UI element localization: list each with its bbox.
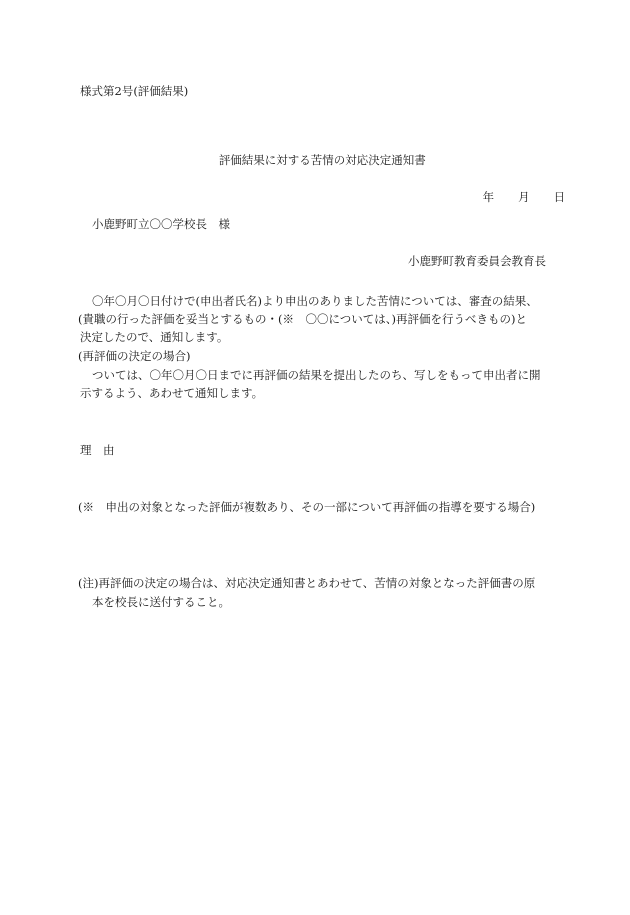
document-title — [0, 143, 630, 178]
body-line-4: ついては、〇年〇月〇日までに再評価の結果を提出したのち、写しをもって申出者に開 — [92, 368, 541, 382]
sender: 小鹿野町教育委員会教育長 — [408, 254, 546, 268]
date-line — [468, 180, 565, 215]
addressee: 小鹿野町立〇〇学校長 様 — [92, 217, 230, 231]
date-month: 月 — [518, 189, 530, 204]
document-title-text: 評価結果に対する苦情の対応決定通知書 — [218, 152, 426, 167]
body-line-1: 〇年〇月〇日付けで(申出者氏名)より申出のありました苦情については、審査の結果、 — [92, 294, 538, 308]
form-number: 様式第2号(評価結果) — [80, 84, 189, 98]
partial-reevaluation-note: (※ 申出の対象となった評価が複数あり、その一部について再評価の指導を要する場合) — [78, 500, 536, 514]
reevaluation-heading: (再評価の決定の場合) — [78, 349, 191, 363]
date-year: 年 — [482, 189, 495, 204]
body-line-3: 決定したので、通知します。 — [80, 330, 229, 344]
footnote-line-1: (注)再評価の決定の場合は、対応決定通知書とあわせて、苦情の対象となった評価書の原 — [78, 576, 536, 590]
date-day: 日 — [553, 189, 566, 204]
reason-label: 理 由 — [80, 443, 115, 457]
footnote-line-2: 本を校長に送付すること。 — [92, 595, 230, 609]
body-line-2: (貴職の行った評価を妥当とするもの・(※ 〇〇については、)再評価を行うべきもの)と — [78, 312, 527, 326]
body-line-5: 示するよう、あわせて通知します。 — [80, 386, 264, 400]
